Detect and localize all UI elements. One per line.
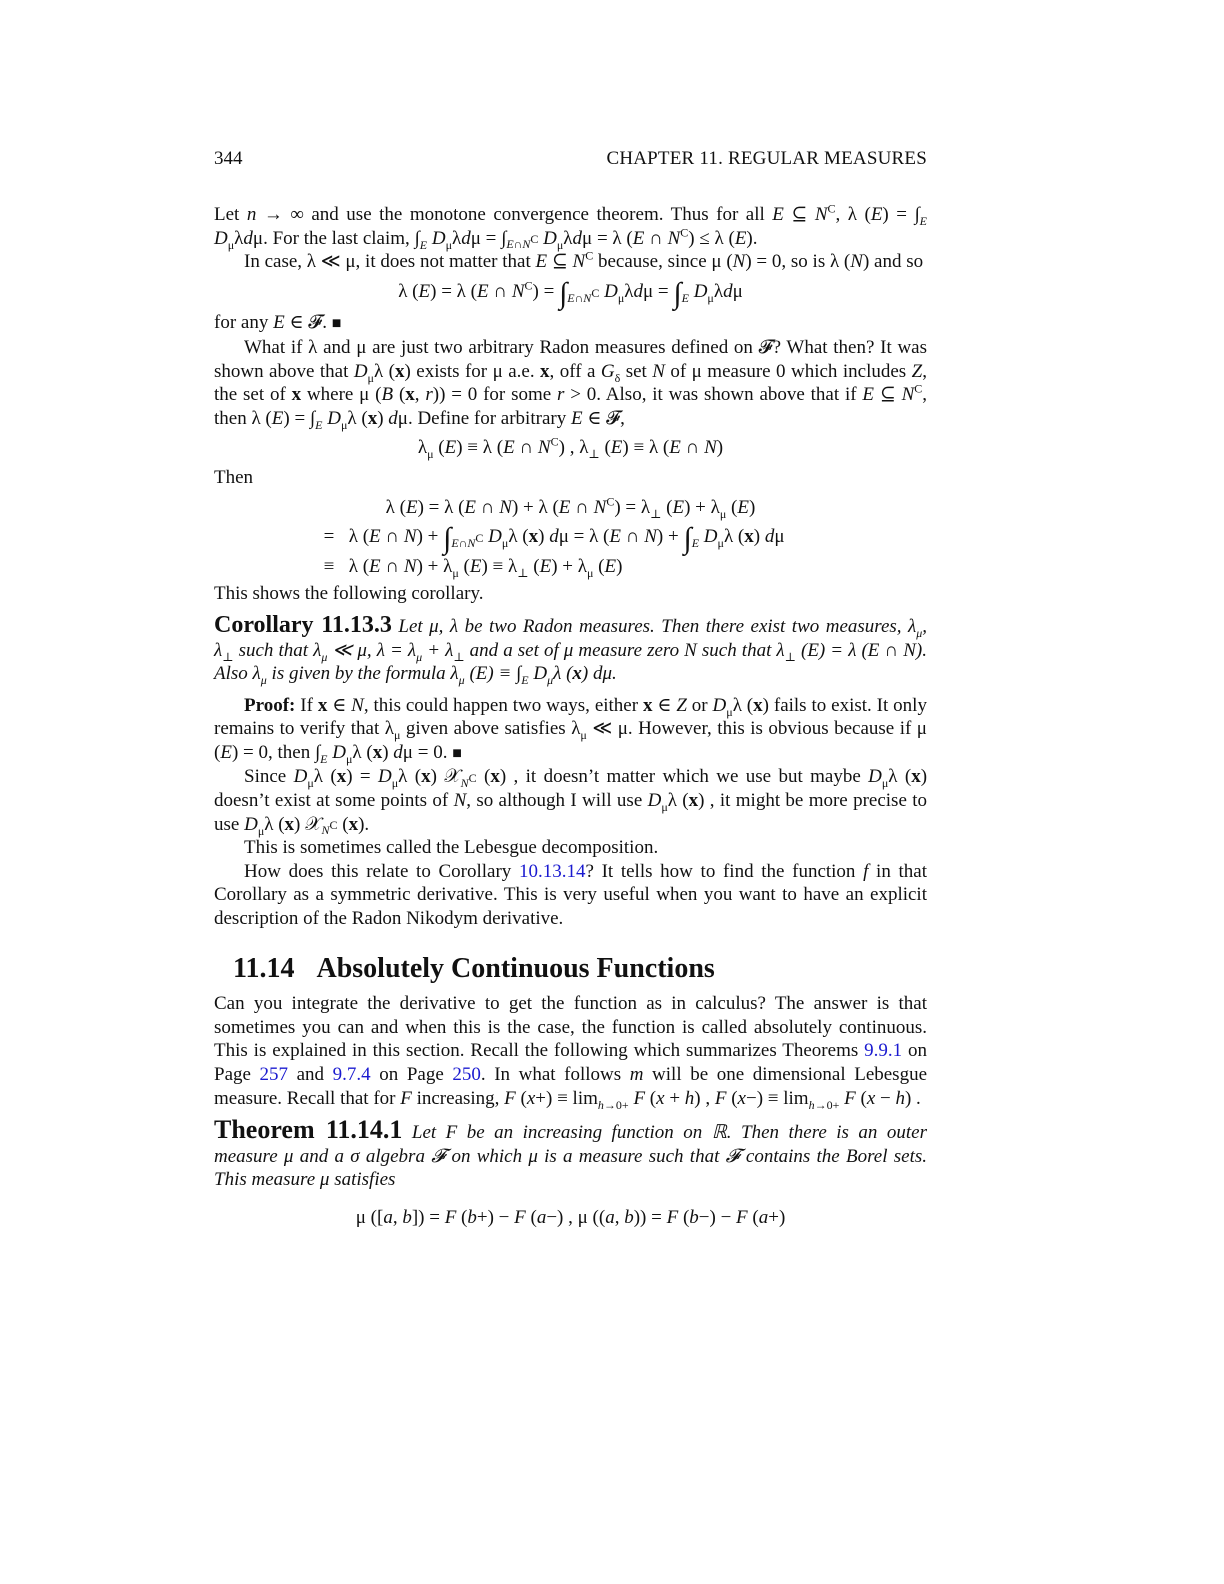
- page-link[interactable]: 250: [452, 1064, 481, 1085]
- body-text: [214, 203, 927, 1236]
- theorem: Theorem 11.14.1 Let F be an increasing function on ℝ. Then there is an outer measure μ and a σ algebra 𝓕 on which μ is a measure such that 𝓕 contains the Borel sets. This measure μ satisfies: [214, 1115, 927, 1191]
- theorem-label: Theorem 11.14.1: [214, 1115, 403, 1145]
- chapter-title: CHAPTER 11. REGULAR MEASURES: [606, 148, 927, 169]
- equation: λ (E) = λ (E ∩ N) + λ (E ∩ $N^C) = \lambda_\perp$ $(E) + \lambda_\mu$ (E): [385, 494, 756, 521]
- section-title: Absolutely Continuous Functions: [316, 952, 715, 984]
- section-heading: [233, 952, 927, 984]
- equation: ≡ λ (E ∩ $N) + \lambda_\mu$ $(E) \equiv \lambda_\perp$ $(E) + \lambda_\mu$ (E): [323, 555, 623, 580]
- paragraph: What if λ and μ are just two arbitrary Radon measures defined on 𝓕? What then? It was shown above that $D_\mu\lambda$ (x) exists for μ a.e. x, off a $G_\delta$ set N of μ measure 0 which includes Z, the set of x where μ (B (x, r)) = 0 for some r > 0. Also, it was shown above that if E ⊆ $N^C$, then λ $(E) = \int_E$ $D_\mu\lambda$ (x) dμ. Define for arbitrary E ∈ 𝓕,: [214, 336, 928, 432]
- theorem-link[interactable]: 9.7.4: [332, 1064, 371, 1085]
- page-number: 344: [214, 148, 243, 169]
- paragraph: How does this relate to Corollary 10.13.14? It tells how to find the function f in that Corollary as a symmetric derivative. This is very useful when you want to have an explicit description of the Radon Nikodym derivative.: [214, 860, 927, 930]
- paragraph: Then: [214, 466, 254, 488]
- paragraph: In case, λ ≪ μ, it does not matter that E ⊆ $N^C$ because, since μ (N) = 0, so is λ (N) and so: [244, 248, 924, 273]
- corollary: Corollary 11.13.3 Let μ, λ be two Radon measures. Then there exist two measures, $\lambda_\mu$, $\lambda_\perp$ such that $\lambda_\mu$ ≪ μ, $\lambda = \lambda_\mu + \lambda_\perp$ and a set of μ measure zero N such that $\lambda_\perp$ (E) = λ (E ∩ N). Also $\lambda_\mu$ is given by the formula $\lambda_\mu$ $(E) \equiv \int_E$ $D_\mu\lambda$ (x) dμ.: [214, 611, 928, 687]
- paragraph: Can you integrate the derivative to get the function as in calculus? The answer is that sometimes you can and when this is the case, the function is called absolutely continuous. This is explained in this section. Recall the following which summarizes Theorems 9.9.1 on Page 257 and 9.7.4 on Page 250. In what follows m will be one dimensional Lebesgue measure. Recall that for F increasing, F $(x+) \equiv \lim_{h\to 0+} F$ (x + h) , F $(x-) \equiv \lim_{h\to 0+} F$ (x − h) .: [214, 993, 928, 1112]
- paragraph: Let n → ∞ and use the monotone convergence theorem. Thus for all E ⊆ $N^C$, λ $(E) = \int_E$ $D_\mu\lambda d\mu$. For the last claim, $\int_E$ $D_\mu\lambda d\mu = \int_{E\cap N^C}$ $D_\mu\lambda d\mu = \lambda$ (E ∩ $N^C) \le \lambda$ (E).: [214, 201, 928, 252]
- paragraph: for any E ∈ 𝓕. ■: [214, 312, 342, 334]
- qed-square-icon: ■: [452, 744, 462, 762]
- page-link[interactable]: 257: [259, 1064, 289, 1085]
- paragraph: This is sometimes called the Lebesgue decomposition.: [244, 837, 659, 859]
- proof-paragraph: Proof: If x ∈ N, this could happen two ways, either x ∈ Z or $D_\mu\lambda$ (x) fails to exist. It only remains to verify that $\lambda_\mu$ given above satisfies $\lambda_\mu$ ≪ μ. However, this is obvious because if μ (E) = 0, then $\int_E$ $D_\mu\lambda$ (x) dμ = 0. ■: [214, 694, 927, 766]
- corollary-link[interactable]: 10.13.14: [518, 860, 586, 882]
- corollary-label: Corollary 11.13.3: [214, 611, 392, 638]
- proof-label: Proof:: [244, 694, 296, 716]
- paragraph: This shows the following corollary.: [214, 583, 484, 605]
- equation: μ ([a, b]) = F (b+) − F (a−) , μ ((a, b)) = F (b−) − F (a+): [355, 1206, 786, 1228]
- theorem-link[interactable]: 9.9.1: [864, 1040, 903, 1062]
- section-number: 11.14: [233, 952, 295, 984]
- equation: λ (E) = λ (E ∩ $N^C) = \int_{E\cap N^C}$ $D_\mu\lambda d\mu = \int_E$ $D_\mu\lambda d\mu$: [398, 276, 743, 310]
- equation: $\lambda_\mu$ (E) ≡ λ (E ∩ $N^C$) , $\lambda_\perp$ (E) ≡ λ (E ∩ N): [417, 435, 724, 462]
- paragraph: Since $D_\mu\lambda$ $(x) = D_\mu\lambda$ (x) 𝒳$_{N^C}$ (x) , it doesn’t matter which we use but maybe $D_\mu\lambda$ (x) doesn’t exist at some points of N, so although I will use $D_\mu\lambda$ (x) , it might be more precise to use $D_\mu\lambda$ (x) 𝒳$_{N^C}$ (x).: [214, 766, 928, 838]
- page: [214, 0, 927, 1584]
- qed-square-icon: ■: [331, 315, 342, 333]
- equation: = λ (E ∩ $N) + \int_{E\cap N^C}$ $D_\mu\lambda$ (x) dμ = λ (E ∩ $N) + \int_E$ $D_\mu\lambda$ (x) dμ: [323, 522, 785, 556]
